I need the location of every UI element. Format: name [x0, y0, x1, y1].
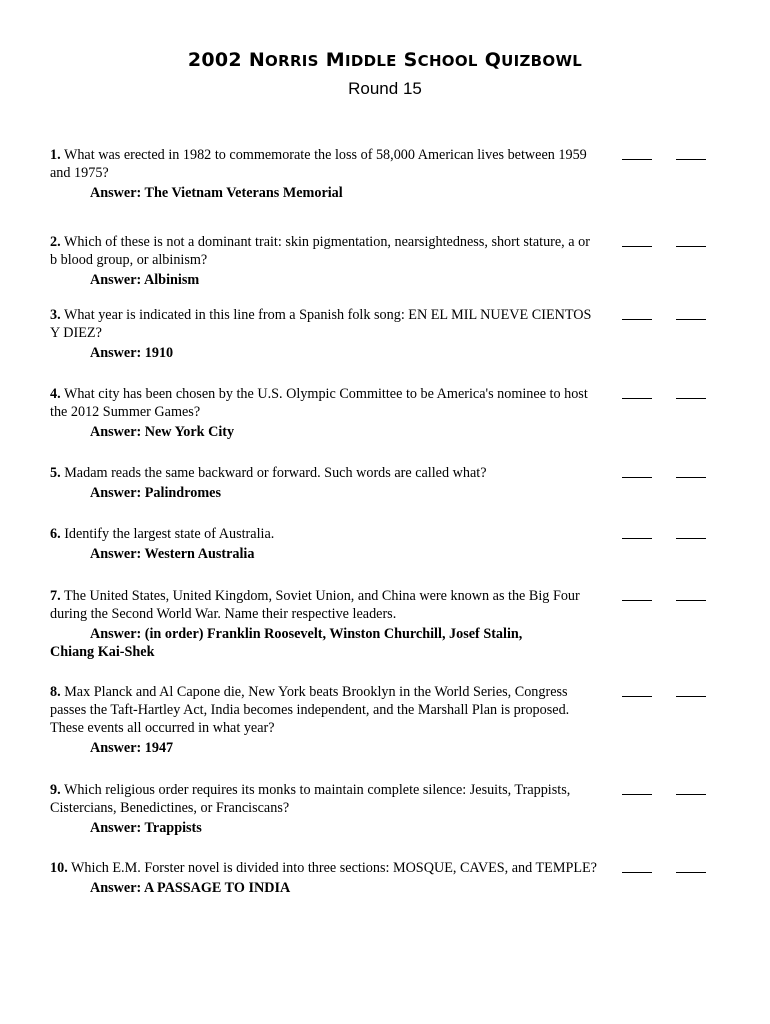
score-blank-1 [622, 683, 652, 697]
score-blank-2 [676, 587, 706, 601]
question-text [50, 464, 600, 482]
question-item-5 [50, 464, 770, 502]
question-body: What city has been chosen by the U.S. Olympic Committee to be America's nominee to host the 2012 Summer Games? [50, 386, 588, 420]
question-item-9 [50, 781, 770, 837]
question-number: 5. [50, 465, 61, 481]
answer-text: Answer: The Vietnam Veterans Memorial [90, 185, 343, 201]
score-blank-1 [622, 859, 652, 873]
score-blank-1 [622, 587, 652, 601]
score-blank-2 [676, 146, 706, 160]
question-number: 1. [50, 147, 61, 163]
answer-text: Answer: A PASSAGE TO INDIA [90, 880, 291, 896]
score-blank-2 [676, 233, 706, 247]
question-number: 8. [50, 684, 61, 700]
score-blank-2 [676, 859, 706, 873]
question-body: What year is indicated in this line from a Spanish folk song: EN EL MIL NUEVE CIENTOS Y DIEZ? [50, 307, 592, 341]
score-blank-2 [676, 525, 706, 539]
answer-text: Answer: Trappists [90, 820, 202, 836]
question-number: 7. [50, 588, 61, 604]
score-blank-2 [676, 385, 706, 399]
question-body: Identify the largest state of Australia. [64, 526, 275, 542]
title-word-middle: MIDDLE [325, 49, 397, 71]
question-item-8 [50, 683, 770, 757]
score-blank-2 [676, 306, 706, 320]
question-item-3 [50, 306, 770, 362]
question-number: 10. [50, 860, 68, 876]
question-number: 9. [50, 782, 61, 798]
score-blank-1 [622, 306, 652, 320]
score-blank-1 [622, 385, 652, 399]
answer-text: Answer: New York City [90, 424, 235, 440]
question-body: Which E.M. Forster novel is divided into three sections: MOSQUE, CAVES, and TEMPLE? [71, 860, 597, 876]
score-blank-2 [676, 464, 706, 478]
question-item-10 [50, 859, 770, 897]
answer-text: Answer: (in order) Franklin Roosevelt, Winston Churchill, Josef Stalin, [90, 626, 523, 642]
question-text [50, 587, 600, 623]
question-number: 4. [50, 386, 61, 402]
question-body: Which of these is not a dominant trait: skin pigmentation, nearsightedness, short stature, a or b blood group, or albinism? [50, 234, 590, 268]
question-body: Madam reads the same backward or forward. Such words are called what? [64, 465, 487, 481]
question-number: 2. [50, 234, 61, 250]
question-text [50, 385, 600, 421]
score-blank-2 [676, 781, 706, 795]
question-text [50, 525, 600, 543]
question-text [50, 781, 600, 817]
answer-text: Answer: 1947 [90, 740, 174, 756]
question-item-7 [50, 587, 770, 661]
question-item-6 [50, 525, 770, 563]
question-item-4 [50, 385, 770, 441]
question-number: 6. [50, 526, 61, 542]
question-body: Which religious order requires its monks to maintain complete silence: Jesuits, Trappists, Cistercians, Benedictines, or Franciscans? [50, 782, 571, 816]
question-item-2 [50, 233, 770, 289]
question-number: 3. [50, 307, 61, 323]
question-item-1 [50, 146, 770, 202]
score-blank-1 [622, 233, 652, 247]
question-body: Max Planck and Al Capone die, New York beats Brooklyn in the World Series, Congress passes the Taft-Hartley Act, India becomes independent, and the Marshall Plan is proposed. These events all occurred in what year? [50, 684, 570, 736]
score-blank-1 [622, 781, 652, 795]
score-blank-2 [676, 683, 706, 697]
title-word-quizbowl: QUIZBOWL [484, 49, 583, 71]
question-text [50, 306, 600, 342]
answer-text: Answer: Palindromes [90, 485, 221, 501]
question-text [50, 683, 600, 737]
title-year: 2002 [187, 49, 242, 71]
score-blank-1 [622, 464, 652, 478]
question-text [50, 146, 600, 182]
question-body: What was erected in 1982 to commemorate the loss of 58,000 American lives between 1959 and 1975? [50, 147, 587, 181]
answer-text: Answer: Albinism [90, 272, 200, 288]
score-blank-1 [622, 525, 652, 539]
answer-text: Answer: 1910 [90, 345, 174, 361]
score-blank-1 [622, 146, 652, 160]
answer-text-continued: Chiang Kai-Shek [50, 644, 155, 660]
page-title [0, 48, 770, 73]
round-label: Round 15 [348, 79, 422, 98]
question-text [50, 859, 600, 877]
question-text [50, 233, 600, 269]
answer-text: Answer: Western Australia [90, 546, 255, 562]
title-word-norris: NORRIS [248, 49, 319, 71]
question-body: The United States, United Kingdom, Soviet Union, and China were known as the Big Four during the Second World War. Name their respective leaders. [50, 588, 580, 622]
title-word-school: SCHOOL [403, 49, 478, 71]
